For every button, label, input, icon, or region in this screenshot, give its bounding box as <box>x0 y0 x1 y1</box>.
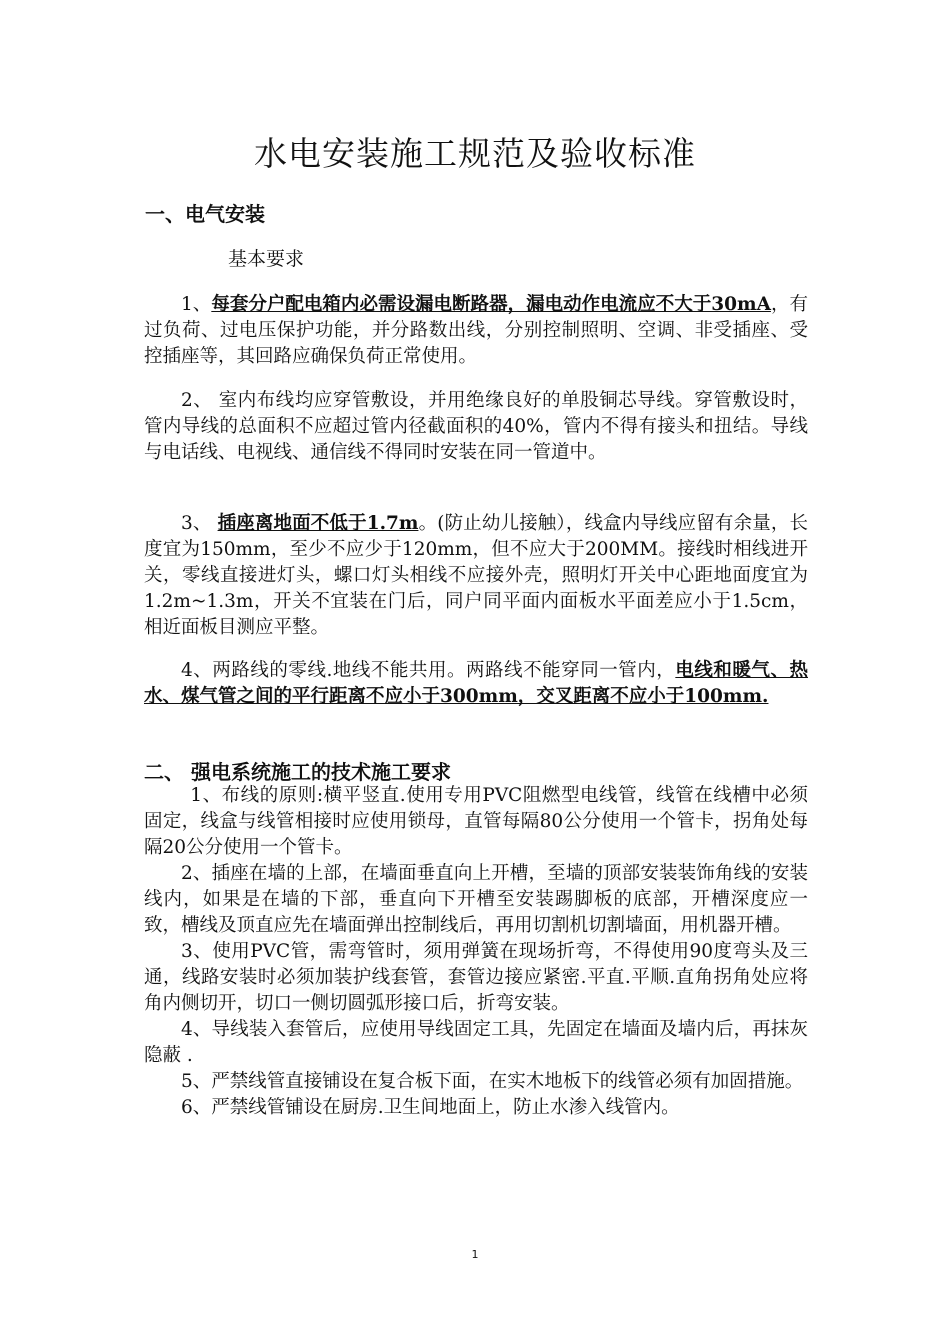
section2-item: 2、插座在墙的上部，在墙面垂直向上开槽，至墙的顶部安装装饰角线的安装线内，如果是在墙的下部，垂直向下开槽至安装踢脚板的底部，开槽深度应一致，槽线及顶直应先在墙面弹出控制线后，再用切割机切割墙面，用机器开槽。 <box>144 863 808 936</box>
item3-emphasis: 插座离地面不低于1.7m <box>217 513 419 534</box>
section1-subheading: 基本要求 <box>228 248 305 270</box>
section2-heading: 二、 强电系统施工的技术施工要求 <box>144 760 451 784</box>
section2-item: 6、严禁线管铺设在厨房.卫生间地面上，防止水渗入线管内。 <box>181 1097 680 1118</box>
section1-item2: 2、 室内布线均应穿管敷设，并用绝缘良好的单股铜芯导线。穿管敷设时，管内导线的总面积不应超过管内径截面积的40%，管内不得有接头和扭结。导线与电话线、电视线、通信线不得同时安装在同一管道中。 <box>144 390 808 463</box>
item4-prefix: 4、两路线的零线.地线不能共用。两路线不能穿同一管内， <box>181 660 676 681</box>
section1-item1 <box>144 292 808 370</box>
section2-item: 1、布线的原则:横平竖直.使用专用PVC阻燃型电线管，线管在线槽中必须固定，线盒与线管相接时应使用锁母，直管每隔80公分使用一个管卡，拐角处每隔20公分使用一个管卡。 <box>144 785 808 858</box>
section1-item3 <box>144 511 808 641</box>
document-title: 水电安装施工规范及验收标准 <box>254 134 696 173</box>
item4-emphasis: 电线和暖气、热水、煤气管之间的平行距离不应小于300mm，交叉距离不应小于100mm. <box>144 660 808 707</box>
section2-body <box>144 783 808 1121</box>
section1-item4 <box>144 658 808 710</box>
section2-item: 4、导线装入套管后，应使用导线固定工具，先固定在墙面及墙内后，再抹灰隐蔽 . <box>144 1019 808 1066</box>
item3-rest: 。(防止幼儿接触），线盒内导线应留有余量，长度宜为150mm，至少不应少于120mm，但不应大于200MM。接线时相线进开关，零线直接进灯头，螺口灯头相线不应接外壳，照明灯开关中心距地面度宜为1.2m~1.3m，开关不宜装在门后，同户同平面内面板水平面差应小于1.5cm，相近面板目测应平整。 <box>144 513 808 638</box>
section2-item: 3、使用PVC管，需弯管时，须用弹簧在现场折弯，不得使用90度弯头及三通，线路安装时必须加装护线套管，套管边接应紧密.平直.平顺.直角拐角处应将角内侧切开，切口一侧切圆弧形接口后，折弯安装。 <box>144 941 808 1014</box>
item1-rest: ，有过负荷、过电压保护功能，并分路数出线，分别控制照明、空调、非受插座、受控插座等，其回路应确保负荷正常使用。 <box>144 294 808 367</box>
page-number: 1 <box>471 1248 479 1261</box>
item1-emphasis: 每套分户配电箱内必需设漏电断路器，漏电动作电流应不大于30mA <box>211 294 771 315</box>
section2-item: 5、严禁线管直接铺设在复合板下面，在实木地板下的线管必须有加固措施。 <box>181 1071 804 1092</box>
section1-heading: 一、电气安装 <box>145 202 265 226</box>
item1-prefix: 1、 <box>181 294 212 315</box>
item3-prefix: 3、 <box>181 513 218 534</box>
